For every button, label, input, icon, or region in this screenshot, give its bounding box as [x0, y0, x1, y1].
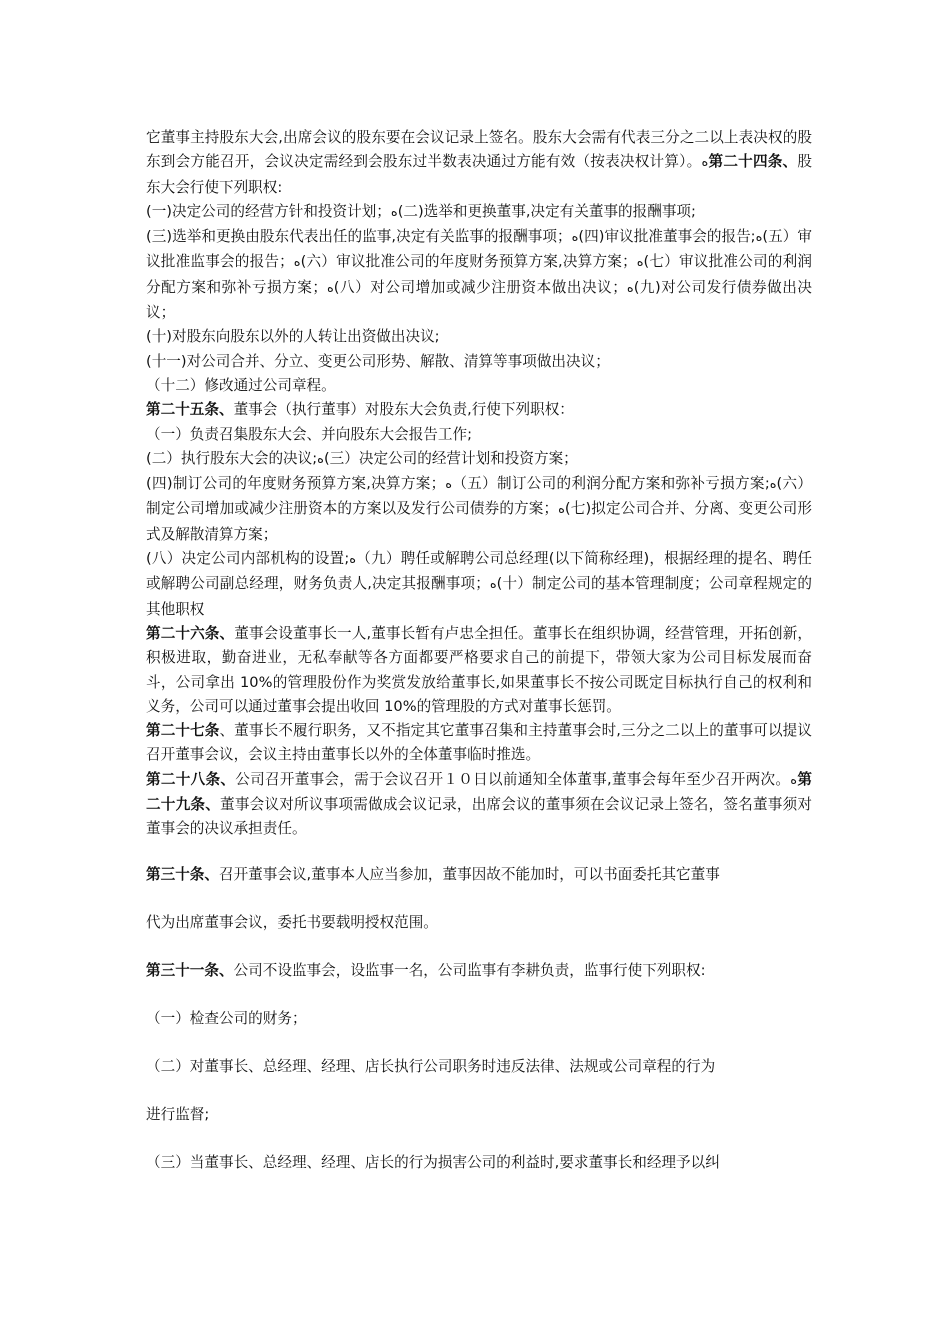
articles-24-29: [146, 126, 812, 842]
text: (三）决定公司的经营计划和投资方案；: [323, 449, 578, 467]
text: (十）制定公司的基本管理制度；公司章程规定的其他职权: [146, 575, 812, 618]
text: 公司不设监事会，设监事一名，公司监事有李耕负责，监事行使下列职权:: [233, 961, 706, 979]
article-heading: 第二十四条、: [708, 153, 798, 171]
bullet-mark-icon: ه: [445, 477, 453, 493]
article-heading: 第二十六条、: [146, 624, 235, 642]
text: 、董事长不履行职务，又不指定其它董事召集和主持董事会时,三分之二以上的董事可以提议召开董事会议，会议主持由董事长以外的全体董事临时推选。: [146, 722, 812, 764]
list-item: （二）对董事长、总经理、经理、店长执行公司职务时违反法律、法规或公司章程的行为: [146, 1057, 716, 1075]
article-heading: 第二十九条、: [146, 770, 812, 814]
bullet-mark-icon: ه: [790, 772, 798, 788]
list-item: [146, 225, 812, 325]
text: (七）审议批准公司的利润分配方案和弥补亏损方案；: [146, 253, 812, 296]
list-item: （三）当董事长、总经理、经理、店长的行为损害公司的利益时,要求董事长和经理予以纠: [146, 1153, 720, 1171]
text: (三)选举和更换由股东代表出任的监事,决定有关监事的报酬事项；: [146, 228, 572, 246]
text: 董事会议对所议事项需做成会议记录，出席会议的董事须在会议记录上签名，签名董事须对董事会的决议承担责任。: [146, 796, 812, 838]
bullet-mark-icon: ه: [636, 255, 644, 271]
text: (四)审议批准董事会的报告;: [578, 228, 756, 246]
list-item: [146, 472, 812, 547]
paragraph-article-27: [146, 719, 812, 768]
bullet-mark-icon: ه: [755, 230, 763, 246]
text: (六）审议批准公司的年度财务预算方案,决算方案；: [300, 253, 637, 271]
bullet-mark-icon: ه: [626, 280, 634, 296]
bullet-mark-icon: ه: [317, 451, 324, 467]
paragraph-line: 进行监督;: [146, 1105, 210, 1123]
text: (七)拟定公司合并、分离、变更公司形式及解散清算方案；: [146, 500, 812, 543]
article-heading: 第二十五条、: [146, 401, 234, 419]
list-item: （十二）修改通过公司章程。: [146, 376, 336, 394]
text: 股东大会行使下列职权:: [146, 153, 812, 196]
article-heading: 第二十七条: [146, 722, 220, 740]
list-item: （一）检查公司的财务；: [146, 1009, 307, 1027]
text: (八）对公司增加或减少注册资本做出决议；: [333, 278, 627, 296]
bullet-mark-icon: ه: [489, 577, 497, 593]
bullet-mark-icon: ه: [571, 230, 579, 246]
bullet-mark-icon: ه: [769, 477, 777, 493]
paragraph-article-30: [146, 864, 812, 886]
list-item: [146, 447, 812, 472]
text: (二)选举和更换董事,决定有关董事的报酬事项;: [397, 202, 696, 220]
text: （五）制订公司的利润分配方案和弥补亏损方案;: [452, 475, 770, 493]
text: 召开董事会议,董事本人应当参加，董事因故不能加时，可以书面委托其它董事: [218, 865, 720, 883]
paragraph-article-24: [146, 126, 812, 200]
text: (一)决定公司的经营方针和投资计划；: [146, 202, 391, 220]
paragraph-line: 代为出席董事会议，委托书要载明授权范围。: [146, 913, 438, 931]
article-heading: 第二十八条、: [146, 770, 236, 788]
article-heading: 第三十条、: [146, 865, 219, 883]
list-item: [146, 200, 812, 225]
text: 董事会（执行董事）对股东大会负责,行使下列职权：: [233, 401, 574, 419]
text: (五）审议批准监事会的报告；: [146, 228, 812, 271]
text: 公司召开董事会，需于会议召开１０日以前通知全体董事,董事会每年至少召开两次。: [235, 770, 791, 788]
text: 它董事主持股东大会,出席会议的股东要在会议记录上签名。股东大会需有代表三分之二以上表决权的股东到会方能召开，会议决定需经到会股东过半数表决通过方能有效（按表决权计算）。: [146, 129, 812, 171]
paragraph-article-28-29: [146, 768, 812, 842]
paragraph-article-25: [146, 398, 812, 422]
bullet-mark-icon: ه: [326, 280, 334, 296]
text: (八）决定公司内部机构的设置;: [146, 550, 350, 568]
bullet-mark-icon: ه: [390, 204, 398, 220]
list-item: (十一)对公司合并、分立、变更公司形势、解散、清算等事项做出决议；: [146, 352, 610, 370]
text: (二）执行股东大会的决议;: [146, 449, 318, 467]
list-item: [146, 547, 812, 622]
text: (四)制订公司的年度财务预算方案,决算方案；: [146, 475, 446, 493]
list-item: （一）负责召集股东大会、并向股东大会报告工作;: [146, 425, 472, 443]
bullet-mark-icon: ه: [558, 502, 565, 518]
bullet-mark-icon: ه: [293, 255, 301, 271]
bullet-mark-icon: ه: [701, 155, 709, 171]
paragraph-article-26: [146, 622, 812, 719]
paragraph-article-31: [146, 960, 812, 982]
list-item: (十)对股东向股东以外的人转让出资做出决议;: [146, 328, 440, 346]
bullet-mark-icon: ه: [349, 552, 357, 568]
text: 董事会设董事长一人,董事长暂有卢忠全担任。董事长在组织协调，经营管理，开拓创新，积极进取，勤奋进业，无私奉献等各方面都要严格要求自己的前提下，带领大家为公司目标发展而奋斗，公司拿出 10%的管理股份作为奖赏发放给董事长,如果董事长不按公司既定目标执行自己的权利和义务，公司可以通过董事会提出收回 10%的管理股的方式对董事长惩罚。: [146, 624, 812, 715]
article-heading: 第三十一条、: [146, 961, 234, 979]
text: (九)对公司发行债券做出决议；: [146, 278, 812, 322]
document-body: [146, 126, 812, 1200]
text: （九）聘任或解聘公司总经理(以下简称经理)，根据经理的提名、聘任或解聘公司副总经理，财务负责人,决定其报酬事项；: [146, 550, 812, 593]
text: (六）制定公司增加或减少注册资本的方案以及发行公司债券的方案；: [146, 475, 812, 518]
articles-30-31: [146, 864, 812, 1174]
